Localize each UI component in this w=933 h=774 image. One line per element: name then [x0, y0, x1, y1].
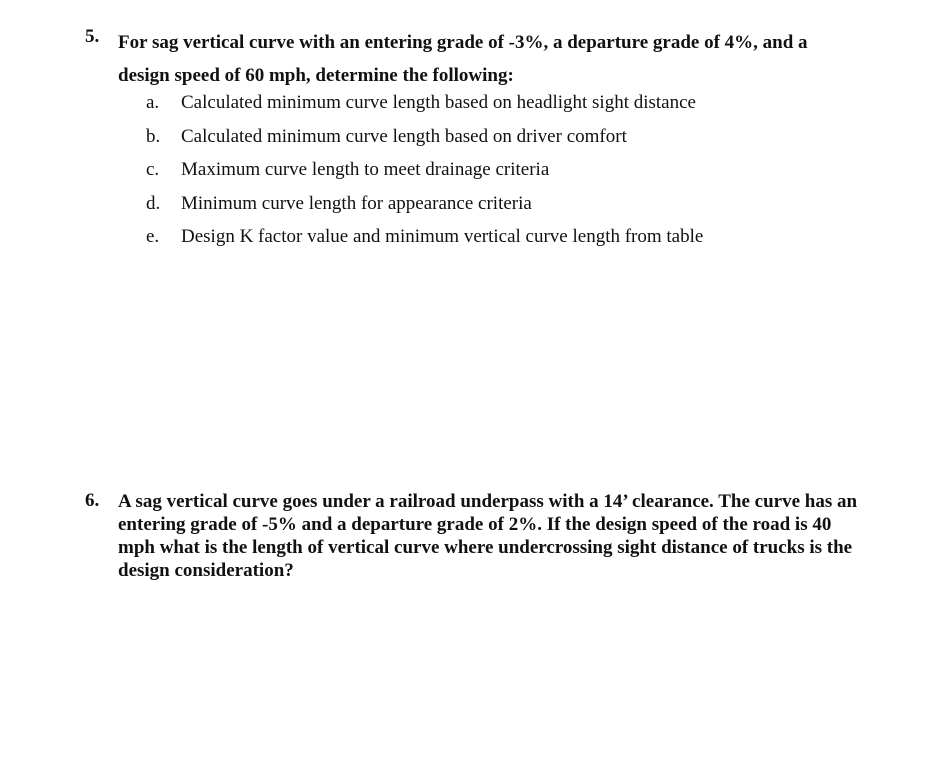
- sub-question-letter: a.: [146, 92, 160, 113]
- question-text: For sag vertical curve with an entering grade of -3%, a departure grade of 4%, and a design speed of 60 mph, determine the following:: [118, 32, 808, 86]
- question-number: 6.: [85, 490, 100, 511]
- sub-question-letter: c.: [146, 159, 160, 180]
- sub-question-letter: e.: [146, 226, 160, 247]
- sub-question-text: Calculated minimum curve length based on driver comfort: [181, 125, 627, 147]
- sub-question-text: Minimum curve length for appearance criteria: [181, 192, 532, 214]
- sub-question-letter: b.: [146, 125, 161, 147]
- sub-question-letter: d.: [146, 192, 161, 214]
- question-text: A sag vertical curve goes under a railroad underpass with a 14’ clearance. The curve has an entering grade of -5% and a departure grade of 2%. If the design speed of the road is 40 mph what is the length of vertical curve where undercrossing sight distance of trucks is the design consideration?: [118, 491, 858, 581]
- question-number: 5.: [85, 26, 100, 47]
- sub-question-text: Calculated minimum curve length based on headlight sight distance: [181, 92, 696, 113]
- sub-question-text: Design K factor value and minimum vertical curve length from table: [181, 226, 704, 247]
- sub-question-text: Maximum curve length to meet drainage criteria: [181, 159, 550, 180]
